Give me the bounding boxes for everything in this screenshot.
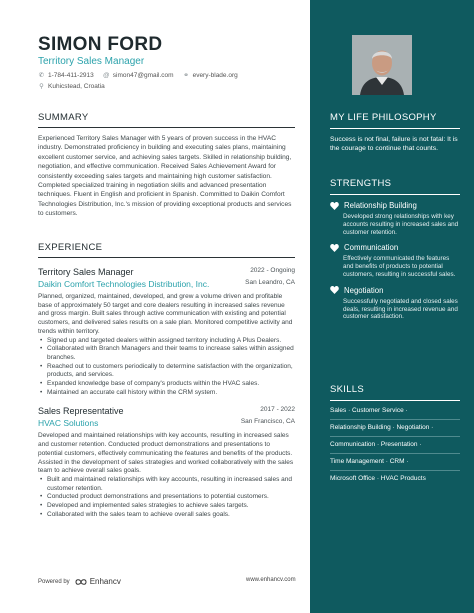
strength-description: Effectively communicated the features and benefits of products to potential customers, resulting in successful sales. [343, 255, 456, 278]
phone-text: 1-784-411-2913 [48, 72, 94, 79]
email-text[interactable]: simon47@gmail.com [112, 72, 174, 79]
strengths-section [330, 178, 460, 328]
skill-line: Communication · Presentation · [330, 437, 460, 454]
philosophy-section [330, 112, 460, 153]
job-bullet: • Signed up and targeted dealers within assigned territory including A Plus Dealers. [38, 337, 295, 346]
skills-section [330, 384, 460, 487]
location-text: Kuhicstead, Croatia [48, 83, 105, 90]
heart-icon [330, 202, 339, 210]
strength-description: Developed strong relationships with key accounts resulting in increased sales and customer retention. [343, 213, 459, 236]
experience-heading: EXPERIENCE [38, 242, 295, 258]
powered-by-label: Powered by [38, 578, 70, 585]
job-bullet: • Maintained an accurate call history within the CRM system. [38, 389, 295, 398]
link-icon: ⚭ [183, 72, 189, 79]
heart-icon [330, 286, 339, 294]
job-bullet: • Conducted product demonstrations and presentations to potential customers. [38, 493, 295, 502]
heart-icon [330, 244, 339, 252]
website-text[interactable]: every-blade.org [192, 72, 238, 79]
candidate-name: SIMON FORD [38, 34, 163, 55]
strengths-heading: STRENGTHS [330, 178, 460, 195]
job-bullet: • Developed and implemented sales strategies to achieve sales targets. [38, 502, 295, 511]
footer [0, 574, 310, 613]
job-company: HVAC Solutions [38, 418, 99, 429]
job-description: Developed and maintained relationships with key accounts, resulting in increased sales and customer retention. Conducted product demonstrations and presentations to potential customers, effectively communicating the features and benefits of the products. Assisted in the development of sales strategies and worked collaboratively with the sales team to achieve overall sales goals. [38, 432, 294, 475]
strength-item [330, 243, 460, 278]
at-icon: @ [102, 72, 110, 79]
candidate-role: Territory Sales Manager [38, 56, 145, 67]
skill-line: Relationship Building · Negotiation · [330, 420, 460, 437]
job-bullets [38, 476, 295, 520]
job-bullets [38, 337, 295, 398]
skills-heading: SKILLS [330, 384, 460, 401]
profile-photo [352, 35, 412, 95]
job-dates: 2022 - Ongoing [250, 267, 295, 274]
strength-item [330, 201, 460, 236]
contact-info [38, 72, 303, 94]
strength-item [330, 286, 460, 321]
location-pin-icon: ⚲ [39, 83, 44, 90]
powered-by [38, 577, 121, 586]
footer-website[interactable]: www.enhancv.com [246, 577, 296, 583]
job-title: Sales Representative [38, 406, 124, 417]
summary-section [38, 112, 295, 219]
portrait-image [352, 35, 412, 95]
summary-heading: SUMMARY [38, 112, 295, 128]
website-item[interactable] [183, 72, 238, 79]
job-title: Territory Sales Manager [38, 267, 134, 277]
philosophy-heading: MY LIFE PHILOSOPHY [330, 112, 460, 129]
skill-line: Microsoft Office · HVAC Products [330, 475, 426, 482]
job-description: Planned, organized, maintained, developed, and grew a volume driven and profitable base of approximately 50 target and core dealers resulting in increased sales revenue and gross margin. Built sales through active communication with existing and potential customers, and delivered sales results on a sale plan. Monitored competitive activity and trends within territory. [38, 293, 293, 335]
strength-description: Successfully negotiated and closed sales deals, resulting in increased revenue and customer satisfaction. [343, 297, 458, 321]
job-bullet: • Collaborated with the sales team to achieve overall sales goals. [38, 511, 295, 520]
skill-line: Sales · Customer Service · [330, 403, 460, 420]
job-bullet: • Expanded knowledge base of company's products within the HVAC sales. [38, 380, 295, 389]
experience-section [38, 242, 295, 519]
phone-item [38, 72, 94, 79]
job-entry [38, 406, 295, 519]
strength-name: Communication [344, 243, 399, 253]
enhancv-logo-icon [75, 578, 87, 586]
job-bullet: • Reached out to customers periodically to determine satisfaction with the organization, products, and services. [38, 363, 295, 380]
job-bullet: • Built and maintained relationships with key accounts, resulting in increased sales and customer retention. [38, 476, 295, 493]
location-item [38, 83, 105, 90]
brand-logo[interactable] [75, 577, 121, 586]
job-dates: 2017 - 2022 [260, 406, 295, 414]
job-bullet: • Collaborated with Branch Managers and their teams to increase sales within assigned branches. [38, 345, 295, 362]
job-location: San Leandro, CA [245, 279, 295, 286]
email-item[interactable] [103, 72, 174, 79]
job-company: Daikin Comfort Technologies Distribution, Inc. [38, 279, 210, 289]
strength-name: Relationship Building [344, 201, 417, 210]
job-location: San Francisco, CA [240, 418, 295, 426]
skill-line: Time Management · CRM · [330, 454, 460, 471]
phone-icon: ✆ [38, 72, 45, 79]
job-entry [38, 267, 295, 397]
philosophy-text: Success is not final, failure is not fatal: It is the courage to continue that counts. [330, 136, 458, 152]
strength-name: Negotiation [344, 285, 384, 295]
brand-name[interactable]: Enhancv [89, 577, 121, 586]
summary-text: Experienced Territory Sales Manager with 5 years of proven success in the HVAC industry. Demonstrated proficiency in building and executing sales plans, maintaining excellent customer service, and achieving sales targets. Skilled in relationship building, negotiation, and effective communication. Received Sales Achievement Award for consistently exceeding sales targets and maintaining high customer satisfaction. Completed specialized training in negotiation skills and advanced presentation techniques. Fluent in English and proficient in Spanish. Committed to Daikin Comfort Technologies Distribution, Inc.'s mission of providing exceptional products and services to customers. [38, 135, 292, 218]
